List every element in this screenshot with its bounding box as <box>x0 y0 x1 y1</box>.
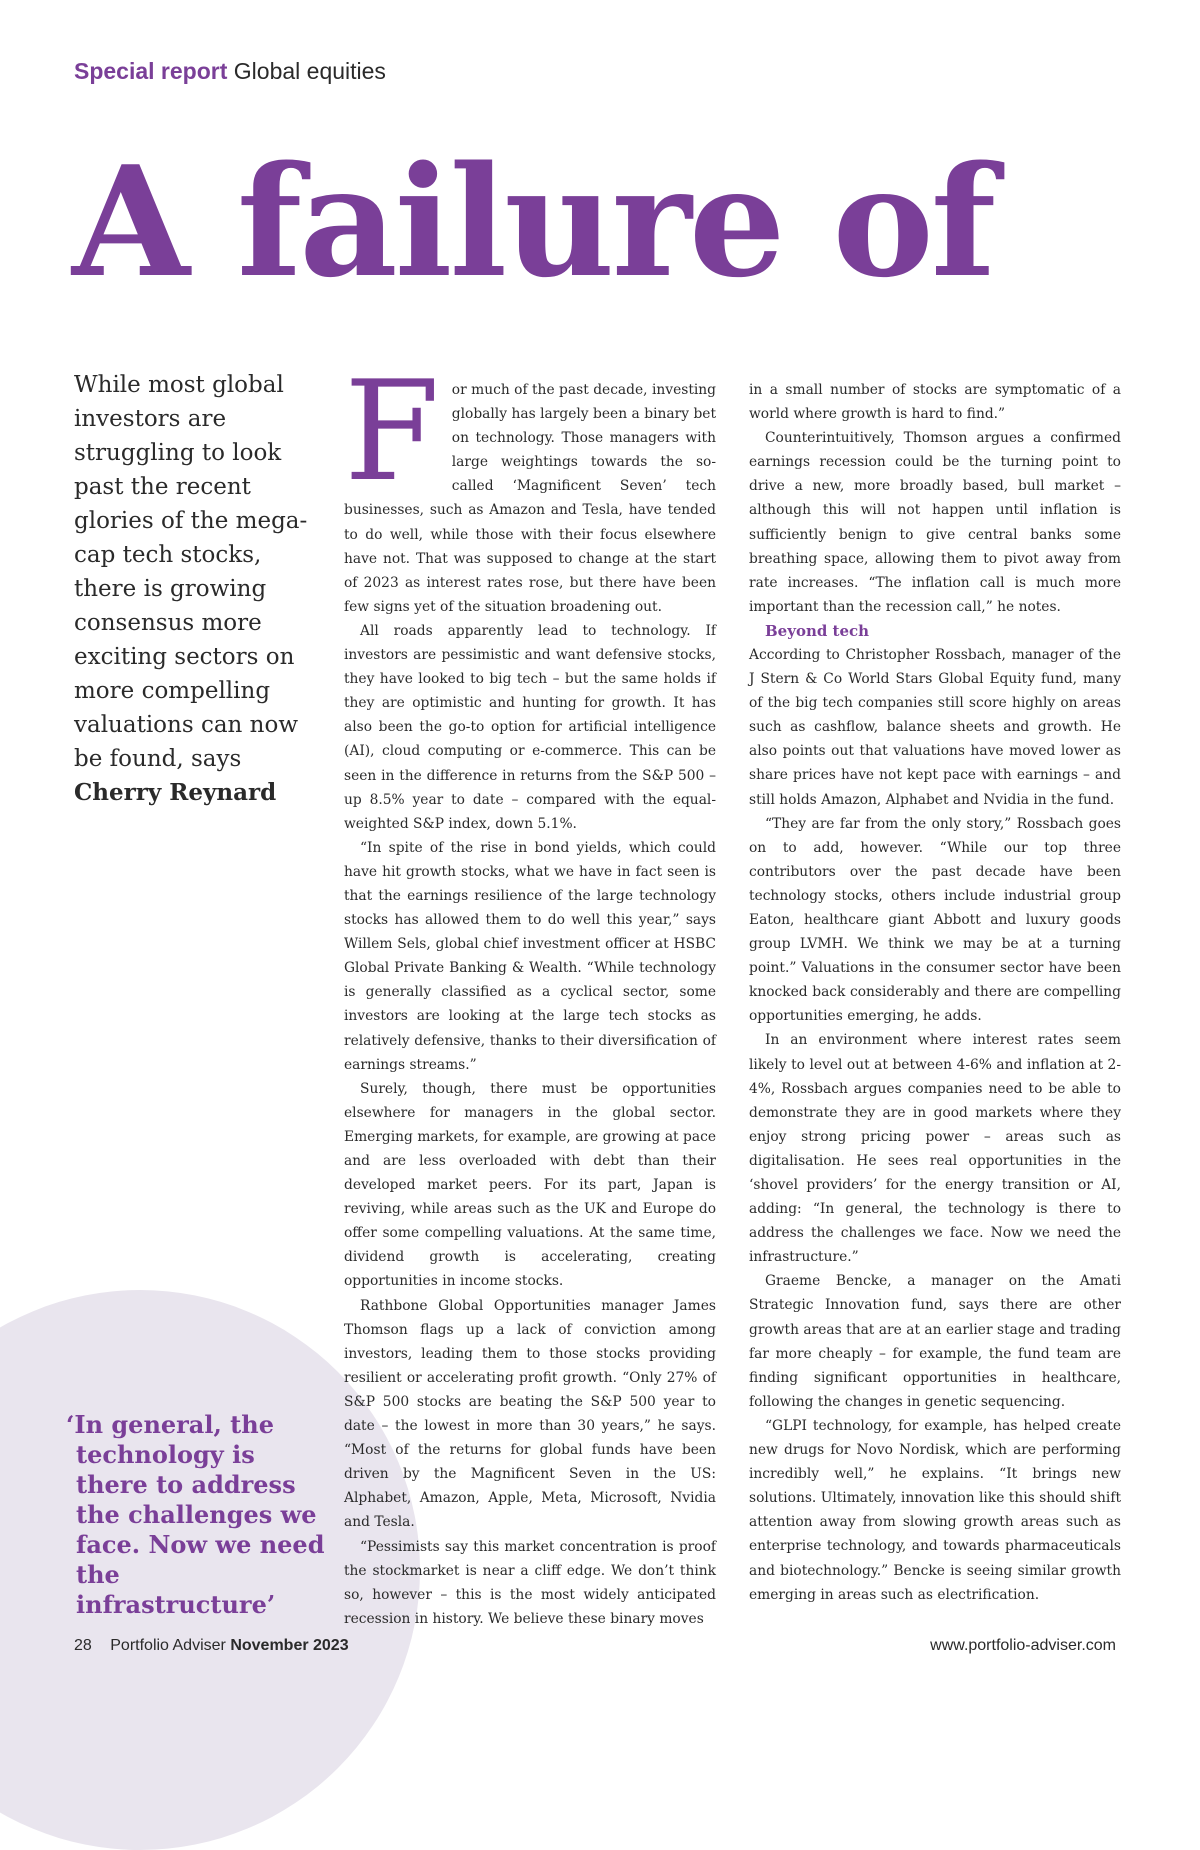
website-link[interactable]: www.portfolio-adviser.com <box>930 1637 1116 1654</box>
article-paragraph: Graeme Bencke, a manager on the Amati Strategic Innovation fund, says there are other growth areas that are at an earlier stage and trading far more cheaply – for example, the fund team are finding significant opportunities in healthcare, following the changes in genetic sequencing. <box>749 1273 1121 1410</box>
topic-label: Global equities <box>233 58 386 84</box>
headline: A failure of <box>72 132 994 311</box>
article-paragraph: All roads apparently lead to technology. If investors are pessimistic and want defensive stocks, they have looked to big tech – but the same holds if they are optimistic and hunting for growth. It has also been the go-to option for artificial intelligence (AI), cloud computing or e-commerce. This can be seen in the difference in returns from the S&P 500 – up 8.5% year to date – compared with the equal-weighted S&P index, down 5.1%. <box>344 622 716 832</box>
standfirst <box>74 368 314 810</box>
article-column-2 <box>749 378 1121 1607</box>
subheading: Beyond tech <box>765 621 870 640</box>
section-kicker <box>74 58 386 85</box>
pull-quote-line: there to address <box>76 1470 296 1499</box>
article-paragraph: Surely, though, there must be opportunities elsewhere for managers in the global sector. Emerging markets, for example, are growing at pace and are less overloaded with debt than their developed market peers. For its part, Japan is reviving, while areas such as the UK and Europe do offer some compelling valuations. At the same time, dividend growth is accelerating, creating opportunities in income stocks. <box>344 1080 716 1290</box>
footer-left <box>74 1637 349 1655</box>
article-paragraph: “In spite of the rise in bond yields, which could have hit growth stocks, what we have in fact seen is that the earnings resilience of the large technology stocks has allowed them to do well this year,” says Willem Sels, global chief investment officer at HSBC Global Private Banking & Wealth. “While technology is generally classified as a cyclical sector, some investors are looking at the large tech stocks as relatively defensive, thanks to their diversification of earnings streams.” <box>344 839 716 1073</box>
article-paragraph: In an environment where interest rates seem likely to level out at between 4-6% and inflation at 2-4%, Rossbach argues companies need to be able to demonstrate they are in good markets where they enjoy strong pricing power – areas such as digitalisation. He sees real opportunities in the ‘shovel providers’ for the energy transition or AI, adding: “In general, the technology is there to address the challenges we face. Now we need the infrastructure.” <box>749 1032 1121 1266</box>
issue-date: November 2023 <box>230 1637 349 1654</box>
author-byline: Cherry Reynard <box>74 779 277 806</box>
article-paragraph: Rathbone Global Opportunities manager James Thomson flags up a lack of conviction among investors, leading them to those stocks providing resilient or accelerating profit growth. “Only 27% of S&P 500 stocks are beating the S&P 500 year to date – the lowest in more than 30 years,” he says. “Most of the returns for global funds have been driven by the Magnificent Seven in the US: Alphabet, Amazon, Apple, Meta, Microsoft, Nvidia and Tesla. <box>344 1297 716 1531</box>
article-paragraph: in a small number of stocks are symptomatic of a world where growth is hard to find.” <box>749 382 1121 423</box>
page-number: 28 <box>74 1637 92 1654</box>
article-paragraph: “GLPI technology, for example, has helped create new drugs for Novo Nordisk, which are performing incredibly well,” he explains. “It brings new solutions. Ultimately, innovation like this should shift attention away from slowing growth areas such as enterprise technology, and towards pharmaceuticals and biotechnology.” Bencke is seeing similar growth emerging in areas such as electrification. <box>749 1417 1121 1603</box>
article-column-1 <box>344 351 716 1631</box>
standfirst-text: While most global investors are struggling to look past the recent glories of the mega-cap tech stocks, there is growing consensus more exciting sectors on more compelling valuations can now be found, says <box>74 372 308 772</box>
pull-quote-line: the infrastructure’ <box>76 1560 276 1619</box>
pull-quote-line: technology is <box>76 1440 255 1469</box>
pull-quote-line: the challenges we <box>76 1500 317 1529</box>
article-paragraph: For much of the past decade, investing globally has largely been a binary bet on technology. Those managers with large weightings towards the so-called ‘Magnificent Seven’ tech businesses, such as Amazon and Tesla, have tended to do well, while those with their focus elsewhere have not. That was supposed to change at the start of 2023 as interest rates rose, but there have been few signs yet of the situation broadening out. <box>344 351 716 615</box>
pull-quote-line: ‘In general, the <box>66 1410 274 1439</box>
section-label: Special report <box>74 58 228 84</box>
article-paragraph: Counterintuitively, Thomson argues a confirmed earnings recession could be the turning point to drive a new, more broadly based, bull market – although this will not happen until inflation is sufficiently benign to give central banks some breathing space, allowing them to pivot away from rate increases. “The inflation call is much more important than the recession call,” he notes. <box>749 430 1121 615</box>
article-paragraph: “They are far from the only story,” Rossbach goes on to add, however. “While our top three contributors over the past decade have been technology stocks, others include industrial group Eaton, healthcare giant Abbott and luxury goods group LVMH. We think we may be at a turning point.” Valuations in the consumer sector have been knocked back considerably and there are compelling opportunities emerging, he adds. <box>749 815 1121 1025</box>
pull-quote-line: face. Now we need <box>76 1530 325 1559</box>
article-paragraph: According to Christopher Rossbach, manager of the J Stern & Co World Stars Global Equity fund, many of the big tech companies still score highly on areas such as cashflow, balance sheets and growth. He also points out that valuations have moved lower as share prices have not kept pace with earnings – and still holds Amazon, Alphabet and Nvidia in the fund. <box>749 646 1121 808</box>
pull-quote <box>66 1410 326 1620</box>
publication-name: Portfolio Adviser <box>110 1637 226 1654</box>
article-paragraph: “Pessimists say this market concentration is proof the stockmarket is near a cliff edge. We don’t think so, however – this is the most widely anticipated recession in history. We believe these binary moves <box>344 1538 716 1627</box>
drop-cap: F <box>344 351 440 512</box>
